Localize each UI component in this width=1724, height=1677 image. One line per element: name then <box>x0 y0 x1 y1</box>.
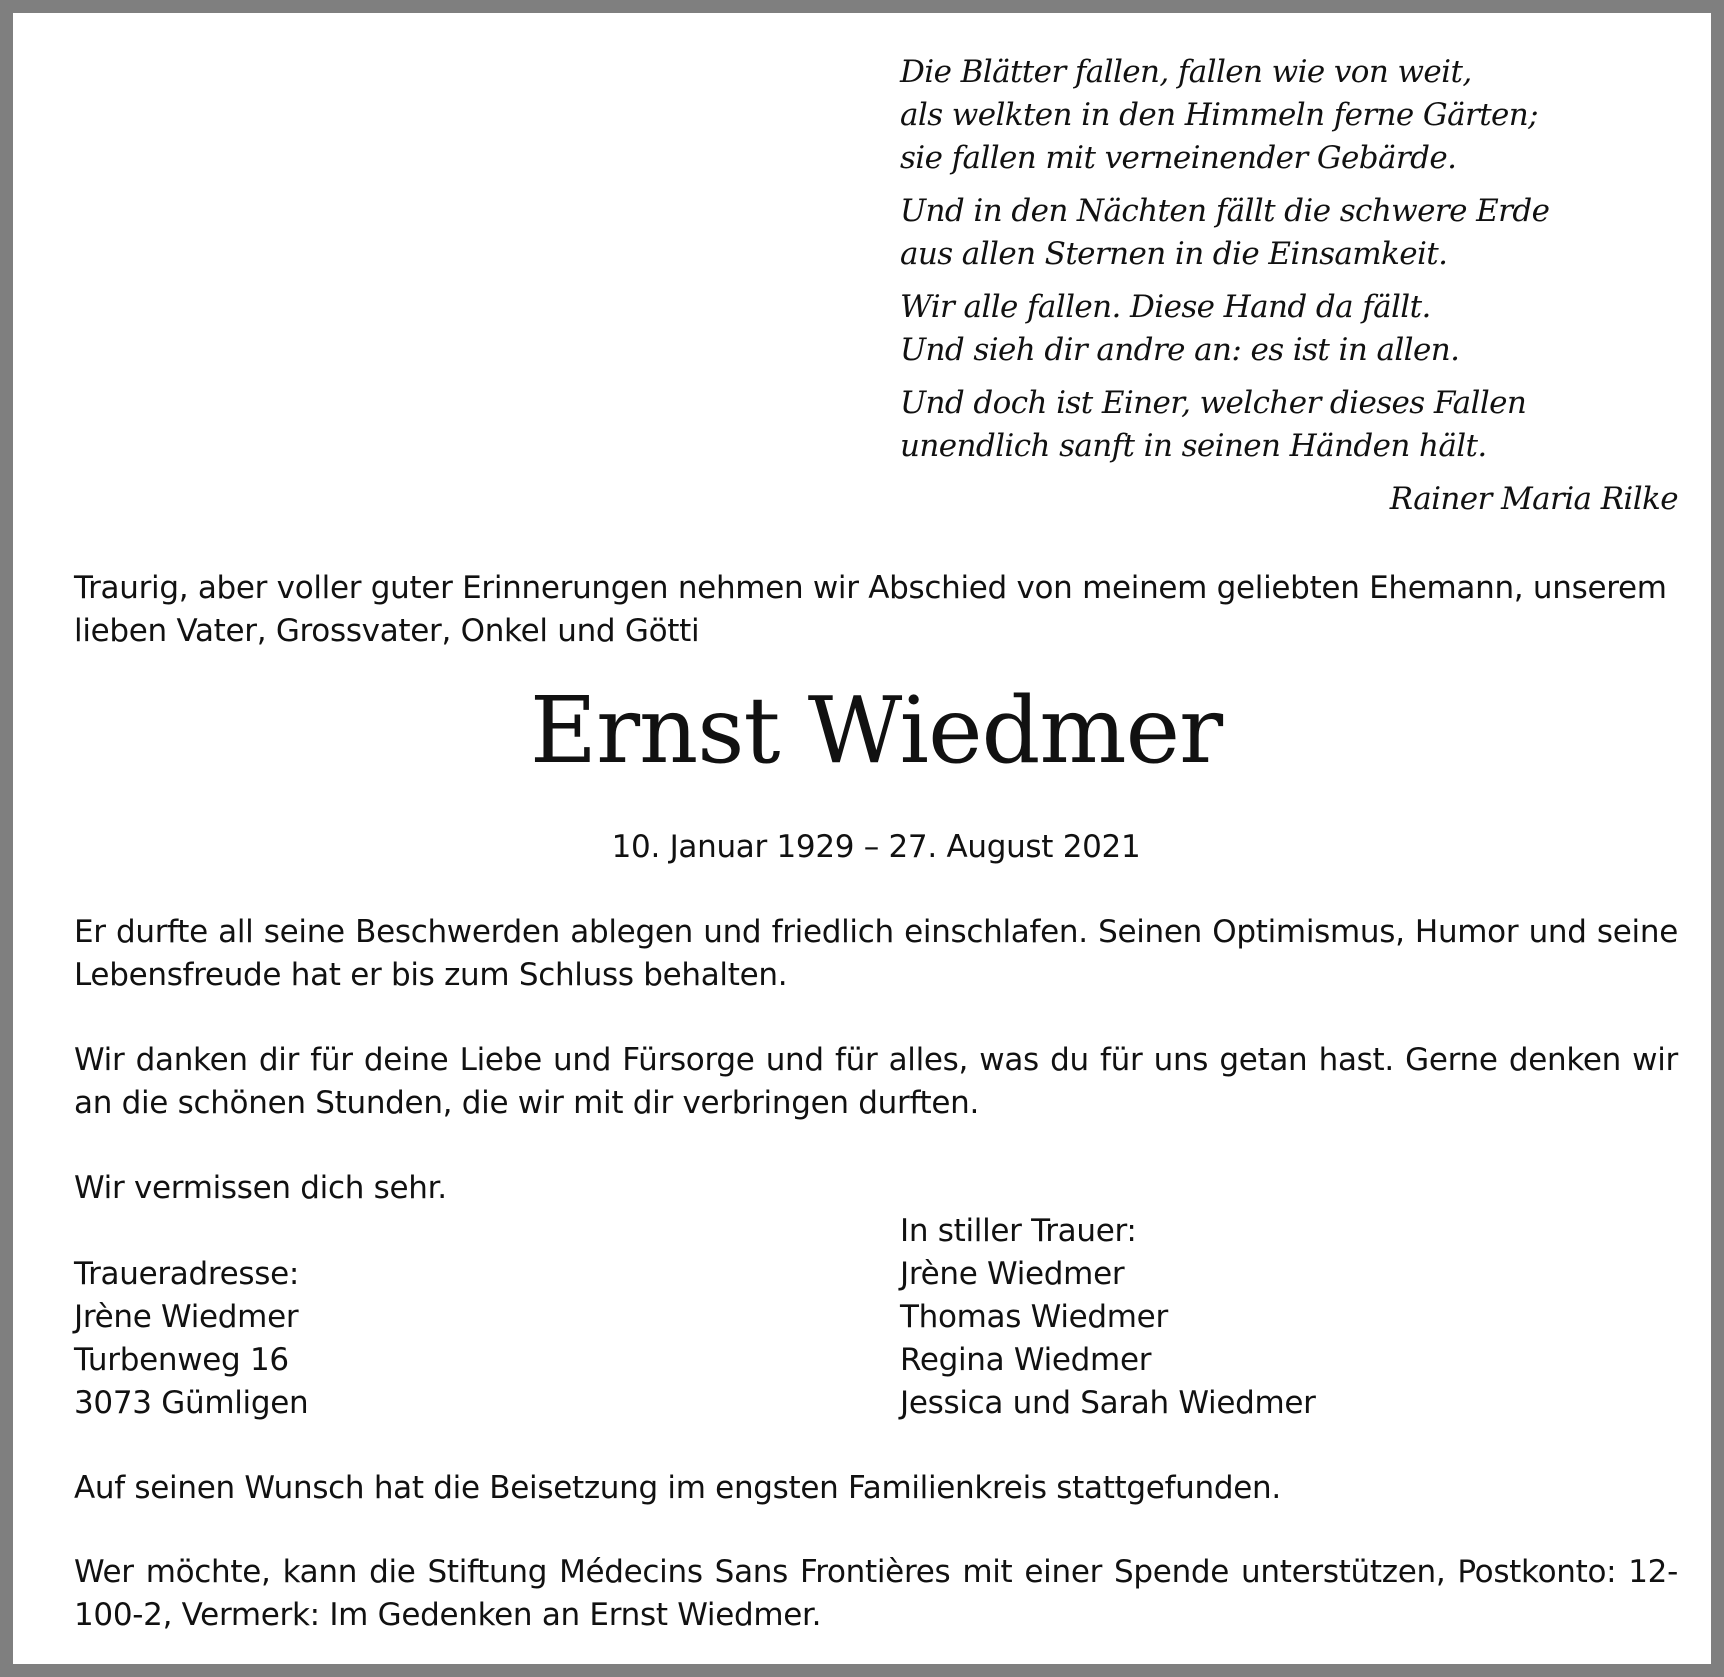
poem-line: sie fallen mit verneinender Gebärde. <box>900 140 1457 176</box>
mourner-name: Regina Wiedmer <box>900 1342 1152 1378</box>
poem-line: Die Blätter fallen, fallen wie von weit, <box>900 54 1472 90</box>
poem-line: Und doch ist Einer, welcher dieses Fallen <box>900 385 1527 421</box>
poem-stanza <box>900 51 1678 180</box>
poem-stanza <box>900 382 1678 468</box>
poem-line: Wir alle fallen. Diese Hand da fällt. <box>900 289 1431 325</box>
address-heading: Traueradresse: <box>74 1256 300 1292</box>
intro-text: Traurig, aber voller guter Erinnerungen nehmen wir Abschied von meinem geliebten Ehemann, unserem lieben Vater, Grossvater, Onkel und Götti <box>74 570 1667 649</box>
poem-line: aus allen Sternen in die Einsamkeit. <box>900 236 1448 272</box>
poem-line: Und sieh dir andre an: es ist in allen. <box>900 332 1460 368</box>
paragraph-farewell: Er durfte all seine Beschwerden ablegen und friedlich einschlafen. Seinen Optimismus, Humor und seine Lebensfreude hat er bis zum Schluss behalten. <box>74 914 1678 993</box>
paragraph-burial: Auf seinen Wunsch hat die Beisetzung im engsten Familienkreis stattgefunden. <box>74 1470 1281 1506</box>
mourner-name: Jessica und Sarah Wiedmer <box>900 1385 1316 1421</box>
paragraph-donation: Wer möchte, kann die Stiftung Médecins Sans Frontières mit einer Spende unterstützen, Postkonto: 12-100-2, Vermerk: Im Gedenken an Ernst Wiedmer. <box>74 1554 1678 1633</box>
poem-stanza <box>900 286 1678 372</box>
life-dates: 10. Januar 1929 – 27. August 2021 <box>611 829 1141 865</box>
address-city: 3073 Gümligen <box>74 1385 309 1421</box>
obituary-page <box>13 13 1711 1664</box>
mourners-heading: In stiller Trauer: <box>900 1213 1137 1249</box>
mourner-name: Thomas Wiedmer <box>900 1299 1168 1335</box>
address-street: Turbenweg 16 <box>74 1342 289 1378</box>
address-name: Jrène Wiedmer <box>74 1299 299 1335</box>
mourners-list <box>900 1210 1316 1425</box>
mourner-name: Jrène Wiedmer <box>900 1256 1125 1292</box>
poem-line: unendlich sanft in seinen Händen hält. <box>900 428 1487 464</box>
poem-author: Rainer Maria Rilke <box>1389 481 1678 517</box>
mourning-address <box>74 1253 308 1425</box>
poem <box>900 51 1678 521</box>
poem-stanza <box>900 190 1678 276</box>
deceased-name: Ernst Wiedmer <box>529 677 1223 784</box>
paragraph-thanks: Wir danken dir für deine Liebe und Fürsorge und für alles, was du für uns getan hast. Gerne denken wir an die schönen Stunden, die wir mit dir verbringen durften. <box>74 1042 1678 1121</box>
poem-line: Und in den Nächten fällt die schwere Erde <box>900 193 1550 229</box>
paragraph-miss: Wir vermissen dich sehr. <box>74 1170 447 1206</box>
poem-line: als welkten in den Himmeln ferne Gärten; <box>900 97 1539 133</box>
